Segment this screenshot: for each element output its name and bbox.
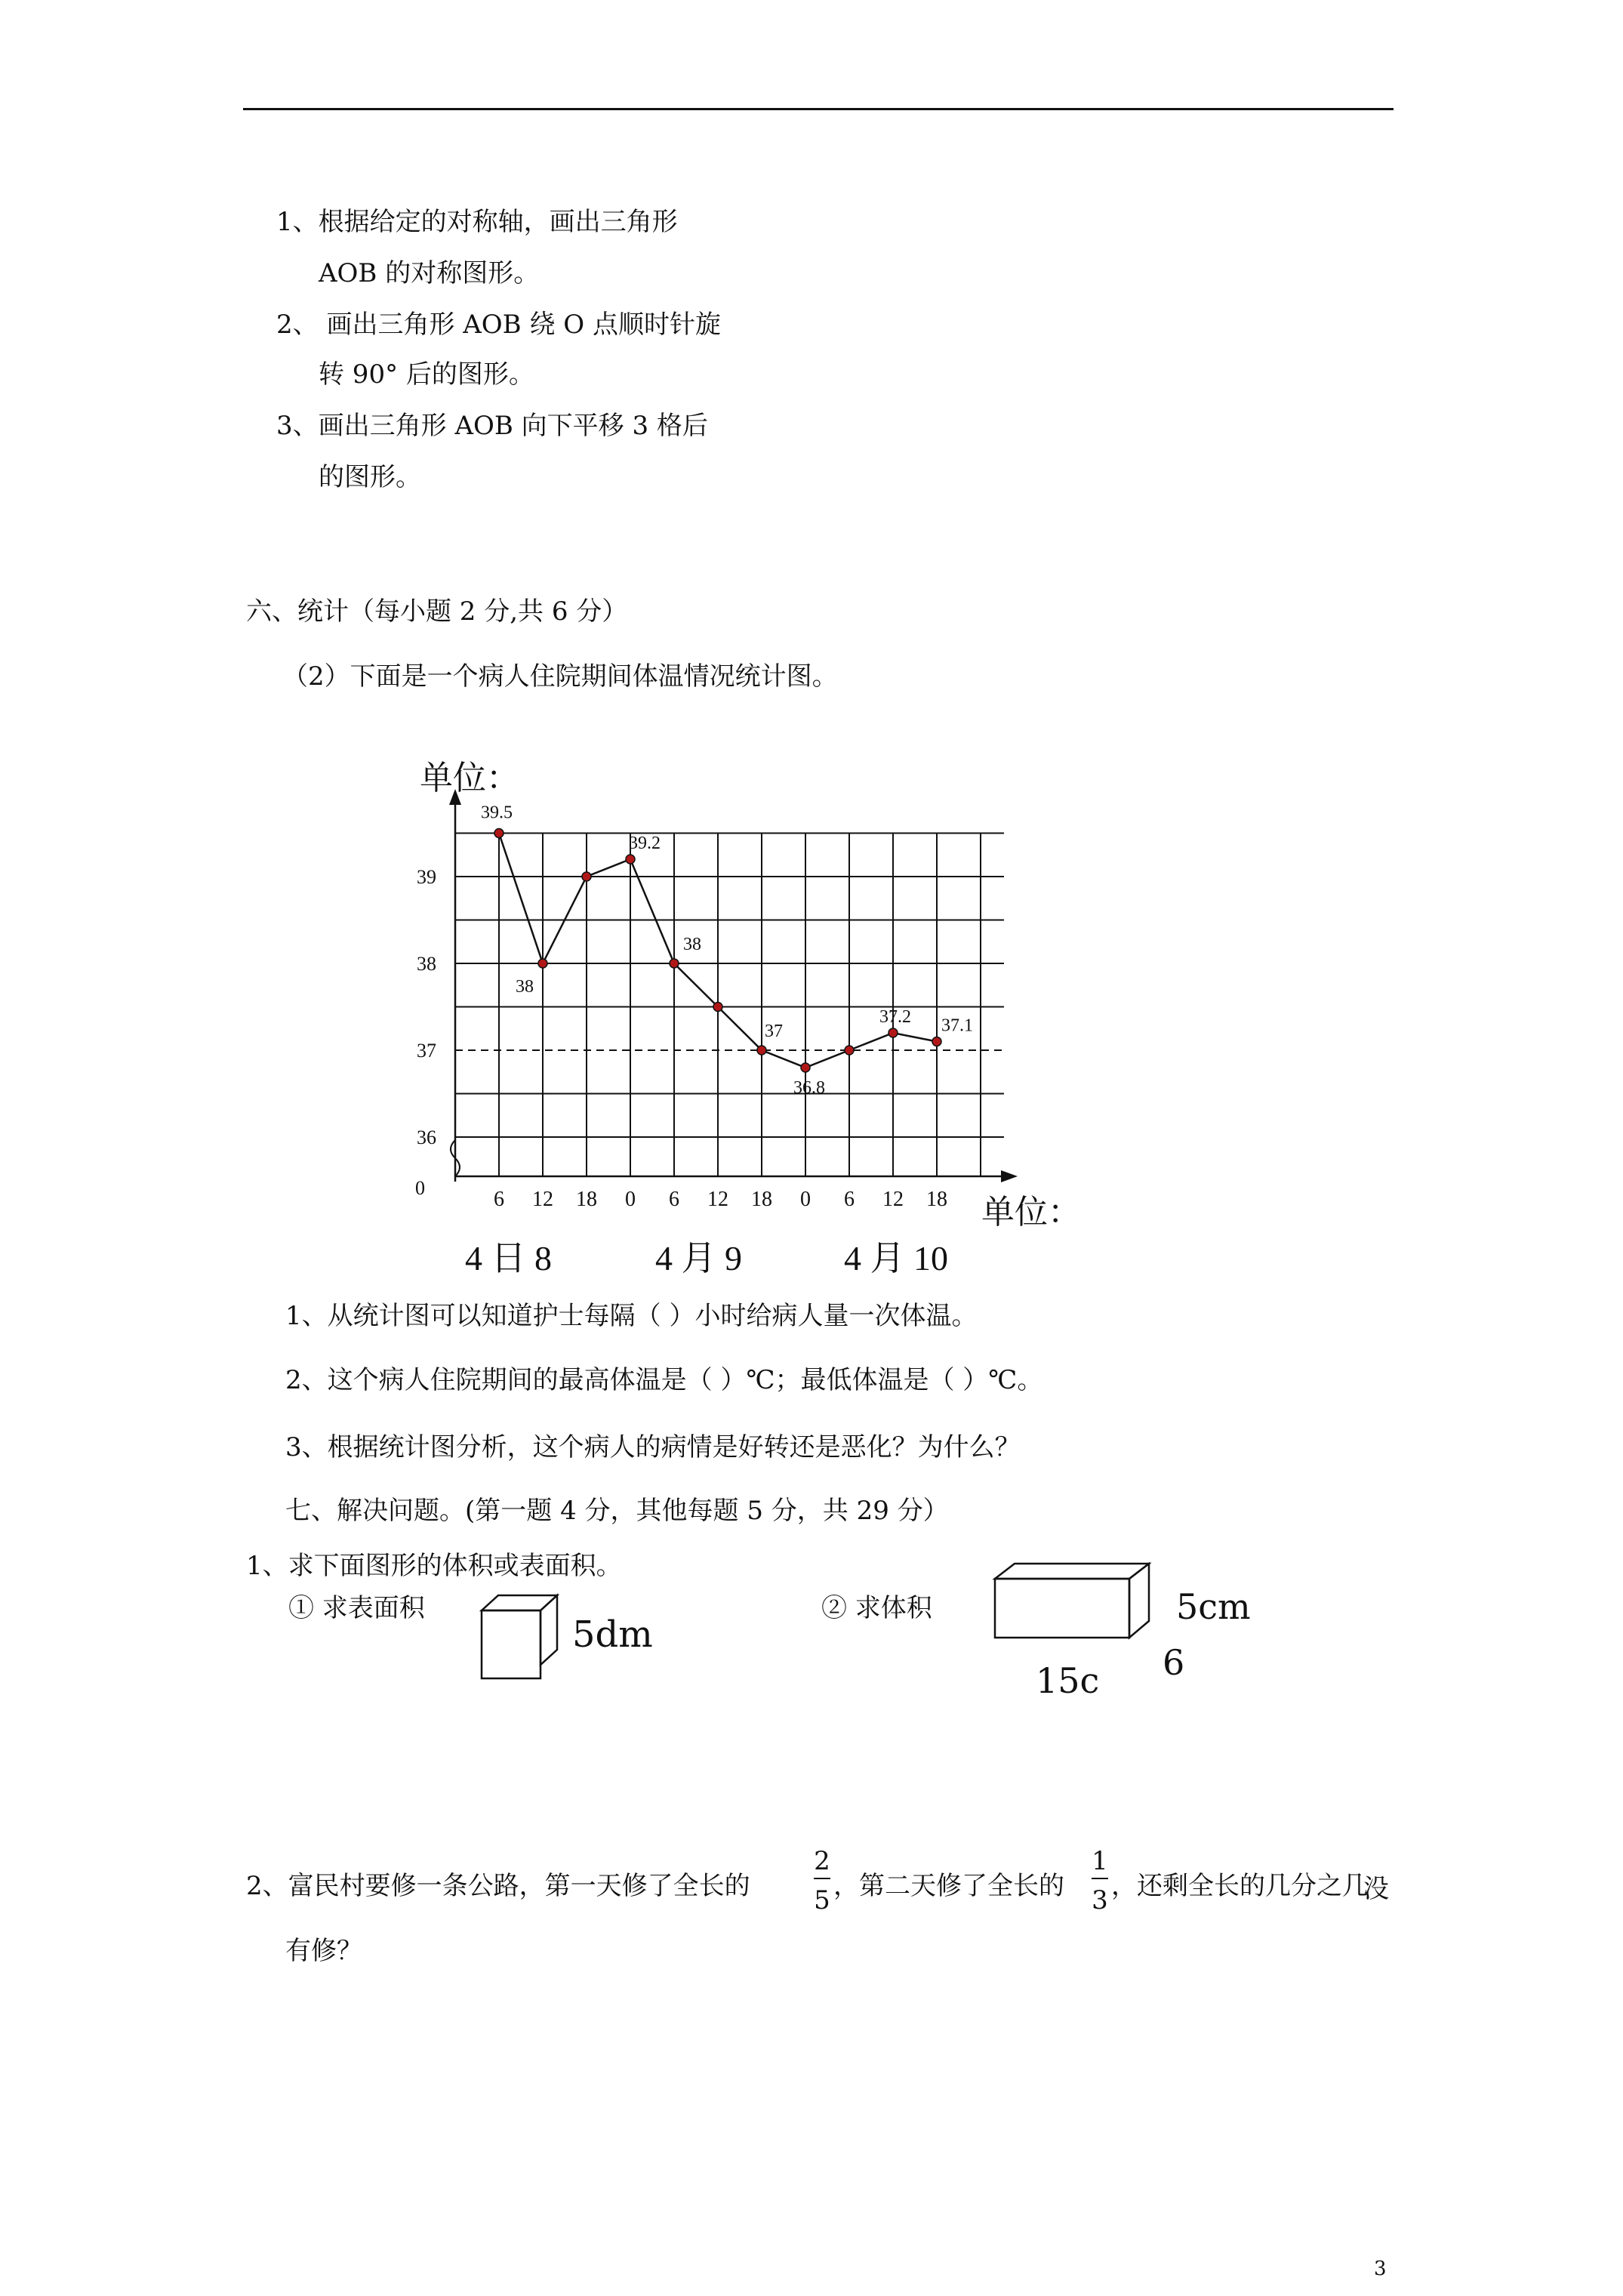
s7-p2-line2: 有修？ <box>285 1936 362 1966</box>
x-tick-label: 18 <box>576 1188 597 1211</box>
x-tick-label: 0 <box>625 1188 636 1211</box>
x-tick-label: 12 <box>882 1188 904 1211</box>
s6-q1: 1、从统计图可以知道护士每隔（ ）小时给病人量一次体温。 <box>285 1301 978 1331</box>
s7-p1: 1、求下面图形的体积或表面积。 <box>246 1551 622 1581</box>
data-label: 36.8 <box>793 1078 825 1098</box>
data-point <box>932 1037 941 1046</box>
data-point <box>801 1063 810 1072</box>
s7-p2-part2: ，第二天修了全长的 <box>833 1871 1064 1901</box>
x-tick-label: 6 <box>669 1188 679 1211</box>
y-tick-label: 38 <box>417 953 436 975</box>
x-tick-label: 12 <box>707 1188 728 1211</box>
x-tick-label: 12 <box>532 1188 553 1211</box>
x-tick-label: 18 <box>926 1188 947 1211</box>
cuboid-figure <box>989 1559 1251 1701</box>
y-unit-label: 单位： <box>420 760 519 797</box>
x-tick-labels <box>494 1188 947 1211</box>
s6-q3: 3、根据统计图分析，这个病人的病情是好转还是恶化？为什么？ <box>285 1432 1021 1462</box>
s5-item2-line1: 2、 画出三角形 AOB 绕 O 点顺时针旋 <box>276 310 721 340</box>
data-label: 39.2 <box>629 834 661 853</box>
date-label-3: 4 月 10 <box>844 1239 948 1277</box>
s7-p1a: ① 求表面积 <box>288 1593 425 1623</box>
s5-item1-line2: AOB 的对称图形。 <box>319 258 540 288</box>
cuboid-length-label: 15c <box>1036 1660 1100 1701</box>
y-tick-label: 39 <box>417 866 436 888</box>
data-point <box>626 855 635 864</box>
date-label-2: 4 月 9 <box>655 1239 742 1277</box>
s5-item3-line1: 3、画出三角形 AOB 向下平移 3 格后 <box>276 411 708 441</box>
x-axis-arrow <box>1001 1170 1018 1182</box>
cube-figure <box>476 1589 672 1657</box>
s7-p2-overlap-char: 没 <box>1363 1874 1389 1904</box>
x-tick-label: 6 <box>494 1188 504 1211</box>
data-point <box>670 959 679 968</box>
data-point <box>494 829 504 838</box>
frac2-bar <box>1092 1878 1108 1879</box>
x-unit-label: 单位： <box>981 1194 1081 1231</box>
data-point <box>582 872 591 881</box>
temperature-chart <box>393 751 1117 1291</box>
page-number: 3 <box>1374 2257 1387 2280</box>
s5-item3-line2: 的图形。 <box>319 462 421 492</box>
s6-q2: 2、这个病人住院期间的最高体温是（ ）℃；最低体温是（ ）℃。 <box>285 1365 1043 1395</box>
y-tick-label: 36 <box>417 1126 436 1148</box>
section7-title: 七、解决问题。(第一题 4 分，其他每题 5 分，共 29 分） <box>285 1496 949 1526</box>
data-point <box>888 1028 898 1037</box>
y-tick-label: 37 <box>417 1040 436 1062</box>
x-tick-label: 6 <box>844 1188 855 1211</box>
s7-p2-part1: 2、富民村要修一条公路，第一天修了全长的 <box>246 1871 750 1901</box>
section6-title: 六、统计（每小题 2 分,共 6 分） <box>246 596 628 627</box>
x-tick-label: 0 <box>800 1188 811 1211</box>
data-point <box>845 1046 854 1055</box>
s7-p2-part3: ，还剩全长的几分之几 <box>1111 1871 1368 1901</box>
y-tick-labels <box>417 866 436 1148</box>
cube-dim-label: 5dm <box>572 1613 653 1656</box>
s5-item1-line1: 1、根据给定的对称轴，画出三角形 <box>276 207 678 237</box>
cuboid-height-label: 5cm <box>1176 1586 1251 1627</box>
data-point <box>538 959 547 968</box>
frac1-numerator: 2 <box>814 1846 830 1876</box>
data-label: 37.2 <box>879 1007 911 1027</box>
frac2-numerator: 1 <box>1092 1846 1108 1876</box>
s7-p1b: ② 求体积 <box>821 1593 932 1623</box>
header-rule <box>243 108 1394 110</box>
data-label: 37.1 <box>941 1015 973 1036</box>
data-point <box>757 1046 766 1055</box>
frac1-denominator: 5 <box>814 1885 830 1915</box>
data-point <box>713 1003 722 1012</box>
cuboid-width-label: 6 <box>1163 1642 1185 1683</box>
frac2-denominator: 3 <box>1092 1885 1108 1915</box>
data-label: 38 <box>683 935 701 954</box>
frac1-bar <box>814 1878 830 1879</box>
data-labels <box>481 803 973 1099</box>
chart-grid <box>455 833 1004 1176</box>
s5-item2-line2: 转 90° 后的图形。 <box>319 359 534 390</box>
date-label-1: 4 日 8 <box>465 1239 552 1277</box>
data-label: 37 <box>765 1022 783 1041</box>
x-tick-label: 18 <box>751 1188 772 1211</box>
section6-intro: （2）下面是一个病人住院期间体温情况统计图。 <box>282 661 838 692</box>
data-label: 39.5 <box>481 803 513 823</box>
origin-label: 0 <box>415 1177 425 1199</box>
data-label: 38 <box>516 977 534 997</box>
